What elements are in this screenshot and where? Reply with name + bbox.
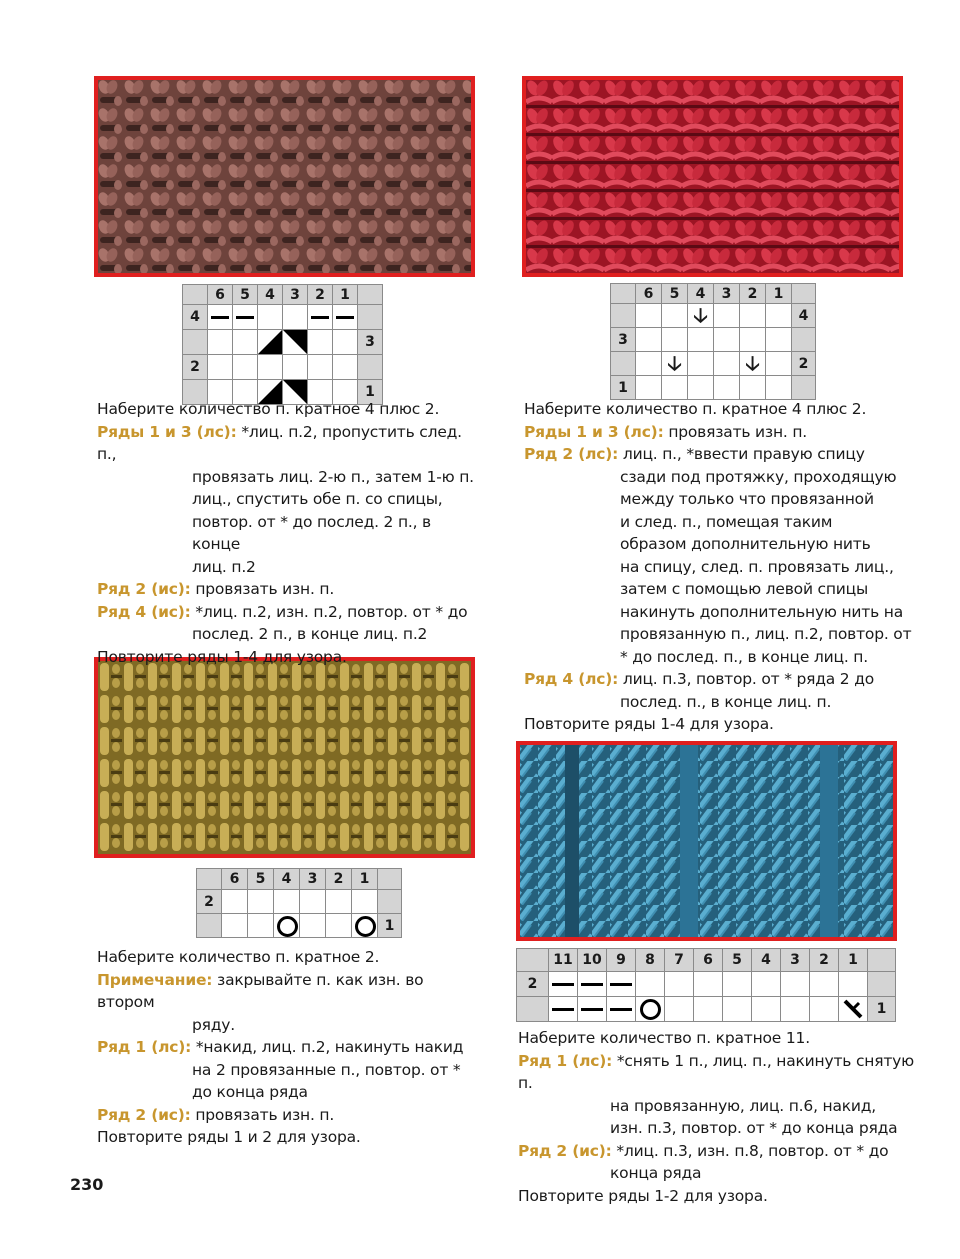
chart-row-label xyxy=(197,914,222,938)
row-label: Ряд 4 (ис): xyxy=(97,602,191,621)
chart-col-label: 3 xyxy=(300,869,326,890)
chart-corner xyxy=(358,285,383,305)
row-label: Ряд 4 (лс): xyxy=(524,670,619,688)
instruction-text: * до послед. п., в конце лиц. п. xyxy=(620,647,868,666)
chart-col-label: 3 xyxy=(714,284,740,304)
chart-col-label: 2 xyxy=(810,949,839,972)
cross-left-symbol xyxy=(283,330,307,354)
instruction-text: лиц., спустить обе п. со спицы, xyxy=(192,490,443,508)
chart-corner xyxy=(197,869,222,890)
pattern-1-instructions xyxy=(97,398,477,668)
chart-row-label: 3 xyxy=(358,330,383,355)
row-label: Ряд 1 (лс): xyxy=(97,1038,192,1056)
chart-row-label: 1 xyxy=(378,914,402,938)
knit-dash-symbol xyxy=(236,316,254,319)
instruction-text: провязать изн. п. xyxy=(195,580,335,598)
instruction-text: послед. п., в конце лиц. п. xyxy=(620,692,832,711)
chart-corner xyxy=(378,869,402,890)
instruction-text: повтор. от * до послед. 2 п., в конце xyxy=(192,512,431,553)
chart-col-label: 4 xyxy=(752,949,781,972)
chart-row-label xyxy=(183,330,208,355)
instruction-text: *лиц. п.2, пропустить след. п., xyxy=(97,422,462,463)
repeat-text: Повторите ряды 1 и 2 для узора. xyxy=(97,1128,361,1146)
knit-dash-symbol xyxy=(581,983,603,986)
arrow-down-icon: 🡣 xyxy=(693,303,708,327)
chart-row-label xyxy=(792,376,816,400)
cast-on-text: Наберите количество п. кратное 11. xyxy=(518,1029,810,1047)
chart-col-label: 5 xyxy=(233,285,258,305)
swatch-olive-photo xyxy=(94,657,475,858)
yarn-over-symbol xyxy=(355,916,376,937)
chart-row-label: 1 xyxy=(611,376,636,400)
instruction-text: до конца ряда xyxy=(192,1083,308,1101)
repeat-text: Повторите ряды 1-2 для узора. xyxy=(518,1186,768,1205)
swatch-red-photo xyxy=(522,76,903,277)
chart-row-label: 1 xyxy=(868,997,896,1022)
knit-dash-symbol xyxy=(336,316,354,319)
chart-row-label: 4 xyxy=(183,305,208,330)
chart-col-label: 4 xyxy=(274,869,300,890)
chart-col-label: 4 xyxy=(258,285,283,305)
arrow-down-icon: 🡣 xyxy=(667,351,682,375)
row-label: Ряд 2 (ис): xyxy=(97,1105,191,1124)
instruction-text: провязать изн. п. xyxy=(195,1105,335,1124)
instruction-text: на провязанную, лиц. п.6, накид, xyxy=(610,1096,877,1115)
chart-row-label xyxy=(517,997,549,1022)
cross-right-symbol xyxy=(258,330,282,354)
swatch-brown-photo xyxy=(94,76,475,277)
chart-col-label: 3 xyxy=(283,285,308,305)
instruction-text: и след. п., помещая таким xyxy=(620,512,833,531)
chart-col-label: 10 xyxy=(578,949,607,972)
chart-corner xyxy=(183,285,208,305)
instruction-text: лиц. п.2 xyxy=(192,557,256,576)
instruction-text: провязать лиц. 2-ю п., затем 1-ю п. xyxy=(192,467,474,486)
chart-col-label: 1 xyxy=(333,285,358,305)
chart-col-label: 5 xyxy=(662,284,688,304)
chart-corner xyxy=(792,284,816,304)
instruction-text: между только что провязанной xyxy=(620,490,874,508)
instruction-text: *лиц. п.2, изн. п.2, повтор. от * до xyxy=(195,602,468,621)
chart-col-label: 6 xyxy=(636,284,662,304)
chart-row-label xyxy=(378,890,402,914)
instruction-text: образом дополнительную нить xyxy=(620,535,871,553)
repeat-text: Повторите ряды 1-4 для узора. xyxy=(524,715,774,733)
cast-on-text: Наберите количество п. кратное 4 плюс 2. xyxy=(524,400,867,418)
chart-row-label xyxy=(358,305,383,330)
chart-col-label: 6 xyxy=(208,285,233,305)
instruction-text: лиц. п.3, повтор. от * ряда 2 до xyxy=(622,670,874,688)
chart-row-label xyxy=(611,352,636,376)
rows-label: Ряды 1 и 3 (лс): xyxy=(97,422,237,441)
chart-row-label xyxy=(611,304,636,328)
instruction-text: *лиц. п.3, изн. п.8, повтор. от * до xyxy=(616,1141,889,1160)
instruction-text: на спицу, след. п. провязать лиц., xyxy=(620,557,894,576)
chart-pattern-3 xyxy=(196,868,402,938)
chart-col-label: 5 xyxy=(723,949,752,972)
chart-corner xyxy=(517,949,549,972)
instruction-text: изн. п.3, повтор. от * до конца ряда xyxy=(610,1119,898,1137)
chart-row-label: 2 xyxy=(197,890,222,914)
chart-col-label: 2 xyxy=(740,284,766,304)
chart-row-label: 3 xyxy=(611,328,636,352)
chart-pattern-2 xyxy=(610,283,816,400)
chart-col-label: 1 xyxy=(352,869,378,890)
knit-dash-symbol xyxy=(311,316,329,319)
chart-corner xyxy=(611,284,636,304)
instruction-text: накинуть дополнительную нить на xyxy=(620,602,904,621)
row-label: Ряд 2 (ис): xyxy=(518,1141,612,1160)
instruction-text: провязать изн. п. xyxy=(668,422,808,441)
instruction-text: послед. 2 п., в конце лиц. п.2 xyxy=(192,625,428,643)
chart-row-label xyxy=(792,328,816,352)
yarn-over-symbol xyxy=(277,916,298,937)
instruction-text: лиц. п., *ввести правую спицу xyxy=(622,445,865,463)
knit-dash-symbol xyxy=(552,1008,574,1011)
knit-dash-symbol xyxy=(610,983,632,986)
pattern-3-instructions xyxy=(97,946,477,1149)
chart-col-label: 4 xyxy=(688,284,714,304)
pattern-2-instructions xyxy=(524,398,914,736)
chart-col-label: 7 xyxy=(665,949,694,972)
chart-col-label: 11 xyxy=(549,949,578,972)
instruction-text: *накид, лиц. п.2, накинуть накид xyxy=(195,1038,464,1056)
instruction-text: затем с помощью левой спицы xyxy=(620,580,869,598)
chart-col-label: 1 xyxy=(839,949,868,972)
knit-dash-symbol xyxy=(552,983,574,986)
chart-pattern-4 xyxy=(516,948,896,1022)
page-number: 230 xyxy=(70,1175,104,1194)
chart-row-label xyxy=(868,972,896,997)
row-label: Ряд 2 (лс): xyxy=(524,445,619,463)
rows-label: Ряды 1 и 3 (лс): xyxy=(524,422,664,441)
instruction-text: конца ряда xyxy=(610,1164,702,1182)
chart-col-label: 9 xyxy=(607,949,636,972)
note-label: Примечание: xyxy=(97,970,213,989)
cast-on-text: Наберите количество п. кратное 2. xyxy=(97,948,380,966)
cast-on-text: Наберите количество п. кратное 4 плюс 2. xyxy=(97,400,440,418)
chart-col-label: 8 xyxy=(636,949,665,972)
row-label: Ряд 1 (лс): xyxy=(518,1051,613,1070)
chart-row-label: 2 xyxy=(792,352,816,376)
chart-pattern-1 xyxy=(182,284,383,405)
slip-pass-over-symbol xyxy=(839,997,867,1021)
chart-row-label: 2 xyxy=(517,972,549,997)
chart-col-label: 2 xyxy=(326,869,352,890)
chart-col-label: 1 xyxy=(766,284,792,304)
chart-corner xyxy=(868,949,896,972)
knit-dash-symbol xyxy=(211,316,229,319)
row-label: Ряд 2 (ис): xyxy=(97,580,191,598)
instruction-text: закрывайте п. как изн. во втором xyxy=(97,970,424,1011)
chart-row-label xyxy=(358,355,383,380)
chart-col-label: 5 xyxy=(248,869,274,890)
knit-dash-symbol xyxy=(610,1008,632,1011)
chart-col-label: 6 xyxy=(694,949,723,972)
instruction-text: провязанную п., лиц. п.2, повтор. от xyxy=(620,625,912,643)
chart-col-label: 6 xyxy=(222,869,248,890)
instruction-text: *снять 1 п., лиц. п., накинуть снятую п. xyxy=(518,1051,914,1092)
instruction-text: ряду. xyxy=(192,1015,235,1034)
pattern-4-instructions xyxy=(518,1027,918,1207)
instruction-text: на 2 провязанные п., повтор. от * xyxy=(192,1060,461,1079)
arrow-down-icon: 🡣 xyxy=(745,351,760,375)
knit-dash-symbol xyxy=(581,1008,603,1011)
instruction-text: сзади под протяжку, проходящую xyxy=(620,467,897,486)
chart-row-label: 2 xyxy=(183,355,208,380)
chart-col-label: 2 xyxy=(308,285,333,305)
repeat-text: Повторите ряды 1-4 для узора. xyxy=(97,647,347,666)
chart-row-label: 4 xyxy=(792,304,816,328)
chart-row-label: 1 xyxy=(358,380,383,405)
yarn-over-symbol xyxy=(640,999,661,1020)
swatch-blue-photo xyxy=(516,741,897,941)
chart-col-label: 3 xyxy=(781,949,810,972)
